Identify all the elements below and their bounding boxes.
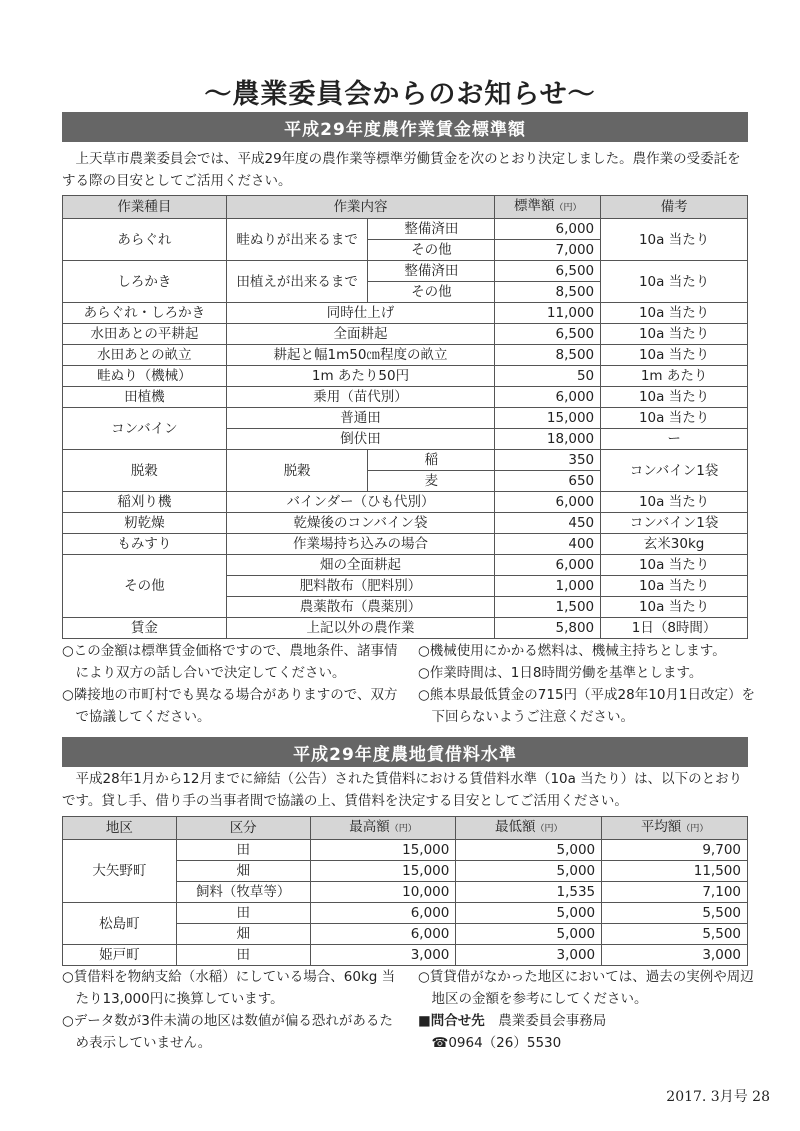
table-row: コンバイン 普通田 15,000 10a 当たり [63,408,748,429]
note: ○作業時間は、1日8時間労働を基準とします。 [418,665,703,681]
contact-phone: ☎0964（26）5530 [431,1035,562,1051]
page-title: ～農業委員会からのお知らせ～ [204,79,596,110]
note: ○機械使用にかかる燃料は、機械主持ちとします。 [418,643,726,659]
table-row: 畦ぬり（機械） 1m あたり50円 50 1m あたり [63,366,748,387]
table-row: あらぐれ 畦ぬりが出来るまで 整備済田 6,000 10a 当たり [63,219,748,240]
table-row: 肥料散布（肥料別） 1,000 10a 当たり [63,576,748,597]
table-row: 農薬散布（農薬別） 1,500 10a 当たり [63,597,748,618]
header-kind: 区分 [176,817,310,840]
issue-label: 2017. 3月号 [666,1089,748,1105]
table-row: しろかき 田植えが出来るまで 整備済田 6,500 10a 当たり [63,261,748,282]
note: ○賃貸借がなかった地区においては、過去の実例や周辺地区の金額を参考にしてください。 [418,969,754,1007]
section2-intro: 平成28年1月から12月までに締結（公告）された賃借料における賃借料水準（10a 当たり）は、以下のとおりです。貸し手、借り手の当事者間で協議の上、賃借料を決定する目安としてご活用ください。 [62,771,743,809]
page-footer [666,1086,770,1106]
section1-intro: 上天草市農業委員会では、平成29年度の農作業等標準労働賃金を次のとおり決定しました。農作業の受委託をする際の目安としてご活用ください。 [62,151,741,189]
table-row: 畑 15,000 5,000 11,500 [63,861,748,882]
section1-notes-left [62,640,402,728]
table-row: 水田あとの畝立 耕起と幅1m50㎝程度の畝立 8,500 10a 当たり [63,345,748,366]
contact-name: 農業委員会事務局 [498,1013,607,1029]
section1-heading: 平成29年度農作業賃金標準額 [62,112,748,142]
header-area: 地区 [63,817,177,840]
section2-notes-left [62,966,402,1054]
table-row: あらぐれ・しろかき 同時仕上げ 11,000 10a 当たり [63,303,748,324]
table-row: 麦 650 [63,471,748,492]
table-row: 姫戸町 田 3,000 3,000 3,000 [63,945,748,966]
table-row: 大矢野町 田 15,000 5,000 9,700 [63,840,748,861]
table-row: その他 8,500 [63,282,748,303]
header-max: 最高額（円） [310,817,456,840]
rent-table [62,816,748,966]
table-row: 水田あとの平耕起 全面耕起 6,500 10a 当たり [63,324,748,345]
section2-notes-right [418,966,758,1054]
header-avg: 平均額（円） [602,817,748,840]
table-row: 賃金 上記以外の農作業 5,800 1日（8時間） [63,618,748,639]
contact-label: ■問合せ先 [418,1013,485,1029]
table-row: 畑 6,000 5,000 5,500 [63,924,748,945]
table-row: 稲刈り機 バインダー（ひも代別） 6,000 10a 当たり [63,492,748,513]
table-row: その他 7,000 [63,240,748,261]
table-row: 松島町 田 6,000 5,000 5,500 [63,903,748,924]
table-row: 籾乾燥 乾燥後のコンバイン袋 450 コンバイン1袋 [63,513,748,534]
table-header-row [63,196,748,219]
header-type: 作業種目 [63,196,227,219]
contact-info [418,1010,758,1032]
table-row: 脱穀 脱穀 稲 350 コンバイン1袋 [63,450,748,471]
section2-heading: 平成29年度農地賃借料水準 [62,737,748,767]
table-header-row [63,817,748,840]
note: ○熊本県最低賃金の715円（平成28年10月1日改定）を下回らないようご注意ください。 [418,687,755,725]
header-min: 最低額（円） [456,817,602,840]
table-row: その他 畑の全面耕起 6,000 10a 当たり [63,555,748,576]
wage-table [62,195,748,639]
table-row: 田植機 乗用（苗代別） 6,000 10a 当たり [63,387,748,408]
note: ○賃借料を物納支給（水稲）にしている場合、60kg 当たり13,000円に換算しています。 [62,969,396,1007]
section1-notes-right [418,640,758,728]
table-row: 倒伏田 18,000 ー [63,429,748,450]
page-number: 28 [752,1089,770,1105]
header-note: 備考 [601,196,748,219]
header-amount: 標準額（円） [495,196,601,219]
note: ○隣接地の市町村でも異なる場合がありますので、双方で協議してください。 [62,687,398,725]
table-row: もみすり 作業場持ち込みの場合 400 玄米30kg [63,534,748,555]
note: ○この金額は標準賃金価格ですので、農地条件、諸事情により双方の話し合いで決定してください。 [62,643,398,681]
header-content: 作業内容 [226,196,495,219]
table-row: 飼料（牧草等） 10,000 1,535 7,100 [63,882,748,903]
note: ○データ数が3件未満の地区は数値が偏る恐れがあるため表示していません。 [62,1013,393,1051]
